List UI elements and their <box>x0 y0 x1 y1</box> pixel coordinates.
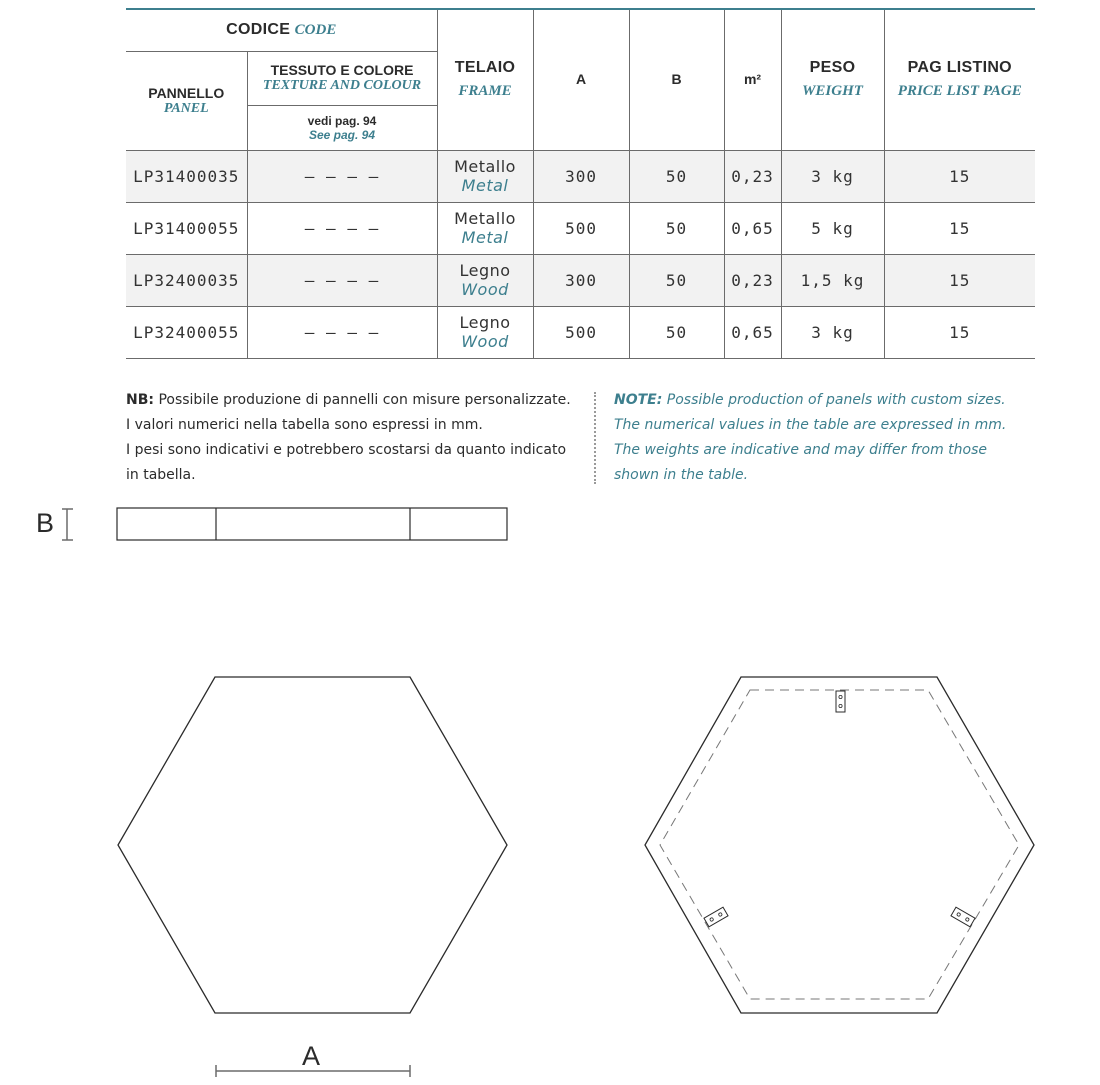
cell-weight: 3 kg <box>781 306 884 358</box>
cell-a: 300 <box>533 254 629 306</box>
header-vedi-label: vedi pag. 94 <box>307 113 377 128</box>
note-en-line-3: The weights are indicative and may differ from those <box>614 442 987 458</box>
header-vedi-label-en: See pag. 94 <box>308 127 376 142</box>
header-codice-label-en: CODE <box>294 22 337 39</box>
header-b-label: B <box>671 70 682 87</box>
cell-code: LP32400055 <box>126 306 247 358</box>
note-it-line-2: I valori numerici nella tabella sono espressi in mm. <box>126 417 483 433</box>
cell-code: LP32400035 <box>126 254 247 306</box>
cell-b: 50 <box>629 150 724 202</box>
cell-weight: 1,5 kg <box>781 254 884 306</box>
mounting-bracket-left <box>704 907 728 927</box>
back-view-hexagon <box>645 677 1034 1013</box>
header-pag-label: PAG LISTINO <box>907 59 1012 77</box>
note-en-line-2: The numerical values in the table are expressed in mm. <box>614 417 1007 433</box>
header-tessuto-label: TESSUTO E COLORE <box>270 62 414 78</box>
mounting-bracket-right <box>951 907 975 927</box>
frame-label: Metallo <box>454 209 516 228</box>
note-en-text-1: Possible production of panels with custom sizes. <box>662 392 1006 408</box>
cell-weight: 5 kg <box>781 202 884 254</box>
frame-label-en: Metal <box>461 228 509 247</box>
frame-label: Legno <box>459 313 511 332</box>
inner-frame-dashed <box>660 690 1019 999</box>
cell-a: 500 <box>533 202 629 254</box>
side-view-drawing <box>36 508 507 540</box>
frame-label-en: Metal <box>461 176 509 195</box>
mounting-bracket-top <box>836 691 845 712</box>
cell-code: LP31400035 <box>126 150 247 202</box>
note-it-line-3: I pesi sono indicativi e potrebbero scostarsi da quanto indicato <box>126 442 567 458</box>
hexagon-back-outline <box>645 677 1034 1013</box>
cell-b: 50 <box>629 254 724 306</box>
cell-page: 15 <box>884 202 1035 254</box>
header-telaio-label-en: FRAME <box>458 83 512 100</box>
header-tessuto-label-en: TEXTURE AND COLOUR <box>262 78 422 93</box>
frame-label: Legno <box>459 261 511 280</box>
side-profile-rect <box>117 508 507 540</box>
note-en-line-4: shown in the table. <box>614 467 749 483</box>
frame-label-en: Wood <box>461 332 509 351</box>
header-telaio-label: TELAIO <box>454 59 516 77</box>
hexagon-outline <box>118 677 507 1013</box>
header-pannello-label-en: PANEL <box>163 100 209 116</box>
cell-m2: 0,65 <box>724 306 781 358</box>
header-codice-label: CODICE <box>226 21 291 39</box>
dimension-a-label: A <box>302 1041 321 1071</box>
cell-texture: – – – – <box>247 202 437 254</box>
front-view-hexagon <box>118 677 507 1077</box>
cell-page: 15 <box>884 306 1035 358</box>
note-en-label: NOTE: <box>614 392 663 408</box>
header-peso-label: PESO <box>809 59 856 77</box>
cell-texture: – – – – <box>247 306 437 358</box>
frame-label-en: Wood <box>461 280 509 299</box>
cell-page: 15 <box>884 150 1035 202</box>
cell-b: 50 <box>629 306 724 358</box>
note-it-text-1: Possibile produzione di pannelli con misure personalizzate. <box>154 392 571 408</box>
note-it-line-4: in tabella. <box>126 467 196 483</box>
cell-m2: 0,65 <box>724 202 781 254</box>
cell-page: 15 <box>884 254 1035 306</box>
dimension-b-label: B <box>36 508 55 538</box>
header-a-label: A <box>575 70 587 87</box>
cell-texture: – – – – <box>247 254 437 306</box>
cell-a: 300 <box>533 150 629 202</box>
frame-label: Metallo <box>454 157 516 176</box>
header-peso-label-en: WEIGHT <box>802 83 863 100</box>
cell-a: 500 <box>533 306 629 358</box>
note-it-label: NB: <box>126 392 154 408</box>
cell-texture: – – – – <box>247 150 437 202</box>
cell-code: LP31400055 <box>126 202 247 254</box>
cell-m2: 0,23 <box>724 254 781 306</box>
dimension-b-marker <box>62 509 73 540</box>
header-m2-label: m² <box>743 70 762 87</box>
header-pannello-label: PANNELLO <box>148 84 225 101</box>
header-pag-label-en: PRICE LIST PAGE <box>897 83 1022 100</box>
cell-weight: 3 kg <box>781 150 884 202</box>
cell-b: 50 <box>629 202 724 254</box>
cell-m2: 0,23 <box>724 150 781 202</box>
